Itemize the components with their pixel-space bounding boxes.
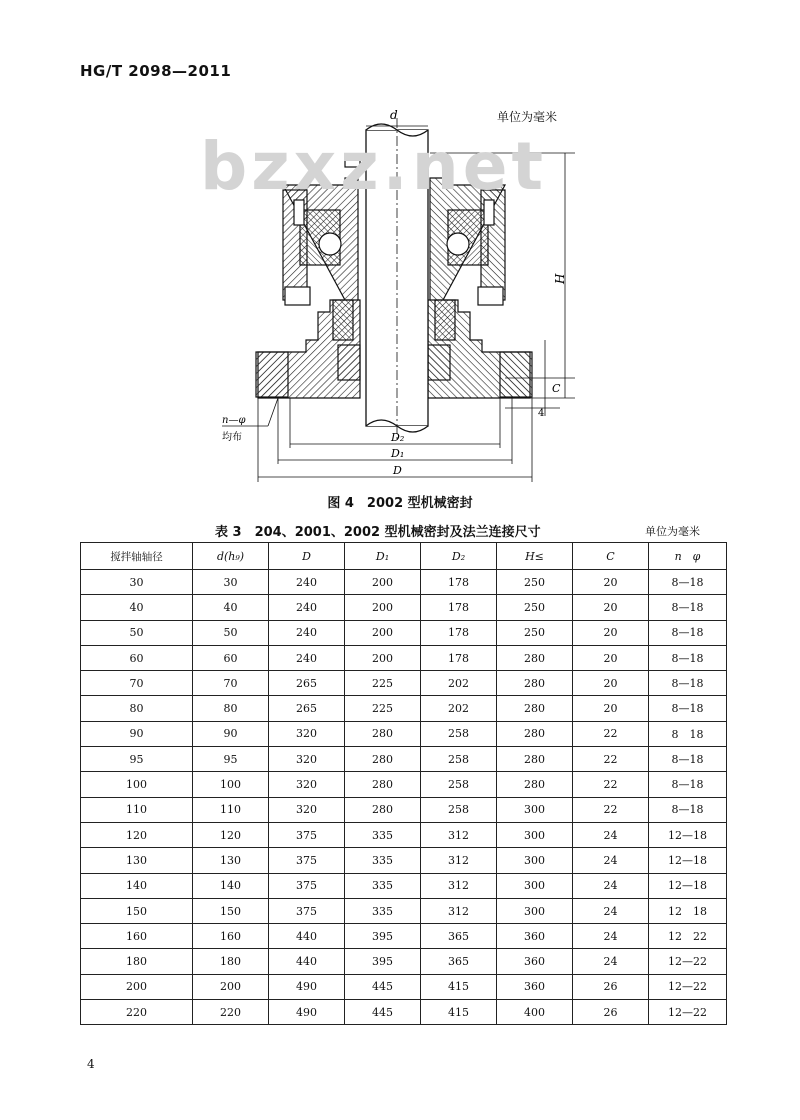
- table-cell: 320: [269, 797, 345, 822]
- table-cell: 26: [573, 1000, 649, 1025]
- table-cell: 22: [573, 772, 649, 797]
- table-cell: 280: [345, 721, 421, 746]
- table-cell: 300: [497, 822, 573, 847]
- table-cell: 95: [81, 747, 193, 772]
- table-cell: 280: [497, 747, 573, 772]
- table-cell: 24: [573, 898, 649, 923]
- watermark: bzxz.net: [200, 128, 548, 205]
- table-cell: 415: [421, 974, 497, 999]
- table-cell: 320: [269, 721, 345, 746]
- table-row: [81, 570, 727, 595]
- table-cell: 312: [421, 848, 497, 873]
- table-cell: 140: [81, 873, 193, 898]
- table-cell: 120: [193, 822, 269, 847]
- table-row: [81, 772, 727, 797]
- table-row: [81, 848, 727, 873]
- table-cell: 280: [345, 772, 421, 797]
- figure-caption: 图 4 2002 型机械密封: [327, 496, 473, 511]
- table-cell: 20: [573, 696, 649, 721]
- table-cell: 90: [193, 721, 269, 746]
- table-cell: 490: [269, 1000, 345, 1025]
- table-cell: 24: [573, 924, 649, 949]
- label-4: 4: [538, 408, 545, 419]
- table-cell: 258: [421, 747, 497, 772]
- table-cell: 12—18: [649, 873, 727, 898]
- table-cell: 300: [497, 797, 573, 822]
- table-cell: 375: [269, 822, 345, 847]
- label-d: d: [390, 108, 398, 122]
- table-cell: 50: [81, 620, 193, 645]
- page-number: 4: [87, 1057, 95, 1071]
- table-cell: 160: [193, 924, 269, 949]
- col-header: C: [573, 543, 649, 570]
- table-cell: 375: [269, 873, 345, 898]
- table-cell: 180: [81, 949, 193, 974]
- table-cell: 20: [573, 570, 649, 595]
- table-cell: 225: [345, 696, 421, 721]
- table-cell: 12—22: [649, 974, 727, 999]
- table-cell: 395: [345, 924, 421, 949]
- table-cell: 8—18: [649, 671, 727, 696]
- table-row: [81, 696, 727, 721]
- table-cell: 24: [573, 822, 649, 847]
- table-row: [81, 898, 727, 923]
- table-cell: 150: [81, 898, 193, 923]
- dimensions-table: [80, 542, 727, 1025]
- table-cell: 180: [193, 949, 269, 974]
- table-cell: 375: [269, 898, 345, 923]
- seal-body-left: [256, 155, 360, 398]
- table-cell: 20: [573, 595, 649, 620]
- table-unit-note: 单位为毫米: [645, 525, 700, 538]
- table-cell: 400: [497, 1000, 573, 1025]
- table-cell: 220: [81, 1000, 193, 1025]
- table-cell: 24: [573, 949, 649, 974]
- table-cell: 280: [345, 747, 421, 772]
- table-cell: 395: [345, 949, 421, 974]
- table-cell: 312: [421, 822, 497, 847]
- table-cell: 200: [345, 595, 421, 620]
- table-row: [81, 822, 727, 847]
- table-cell: 22: [573, 721, 649, 746]
- table-cell: 8—18: [649, 620, 727, 645]
- table-cell: 130: [81, 848, 193, 873]
- table-cell: 150: [193, 898, 269, 923]
- table-cell: 8 18: [649, 721, 727, 746]
- table-cell: 360: [497, 949, 573, 974]
- table-cell: 12—18: [649, 848, 727, 873]
- table-cell: 202: [421, 671, 497, 696]
- table-cell: 280: [345, 797, 421, 822]
- table-cell: 22: [573, 797, 649, 822]
- table-cell: 178: [421, 570, 497, 595]
- table-row: [81, 645, 727, 670]
- table-cell: 202: [421, 696, 497, 721]
- col-header: D₁: [345, 543, 421, 570]
- table-cell: 40: [193, 595, 269, 620]
- label-H: H: [553, 273, 567, 284]
- table-header-row: [81, 543, 727, 570]
- table-cell: 80: [193, 696, 269, 721]
- table-cell: 20: [573, 645, 649, 670]
- table-cell: 100: [81, 772, 193, 797]
- table-cell: 100: [193, 772, 269, 797]
- table-cell: 178: [421, 595, 497, 620]
- table-cell: 110: [193, 797, 269, 822]
- seal-body-right: [428, 178, 532, 398]
- table-cell: 220: [193, 1000, 269, 1025]
- seal-drawing: [0, 0, 800, 500]
- table-row: [81, 1000, 727, 1025]
- table-cell: 312: [421, 873, 497, 898]
- table-cell: 22: [573, 747, 649, 772]
- table-cell: 265: [269, 671, 345, 696]
- label-C: C: [552, 382, 561, 395]
- table-cell: 8—18: [649, 645, 727, 670]
- table-cell: 320: [269, 747, 345, 772]
- table-cell: 265: [269, 696, 345, 721]
- table-cell: 360: [497, 924, 573, 949]
- table-cell: 375: [269, 848, 345, 873]
- table-cell: 335: [345, 898, 421, 923]
- table-cell: 250: [497, 570, 573, 595]
- table-cell: 200: [81, 974, 193, 999]
- table-cell: 60: [81, 645, 193, 670]
- table-cell: 440: [269, 924, 345, 949]
- table-row: [81, 924, 727, 949]
- table-cell: 258: [421, 797, 497, 822]
- table-cell: 24: [573, 873, 649, 898]
- table-cell: 335: [345, 848, 421, 873]
- table-row: [81, 873, 727, 898]
- table-cell: 8—18: [649, 595, 727, 620]
- table-row: [81, 620, 727, 645]
- label-D: D: [393, 464, 402, 477]
- table-cell: 200: [193, 974, 269, 999]
- col-header: n φ: [649, 543, 727, 570]
- table-row: [81, 949, 727, 974]
- table-cell: 20: [573, 620, 649, 645]
- table-cell: 90: [81, 721, 193, 746]
- table-cell: 140: [193, 873, 269, 898]
- table-cell: 30: [81, 570, 193, 595]
- table-cell: 280: [497, 645, 573, 670]
- label-D2: D₂: [391, 431, 405, 444]
- table-cell: 280: [497, 671, 573, 696]
- table-cell: 200: [345, 570, 421, 595]
- table-cell: 12 22: [649, 924, 727, 949]
- label-holes-note: 均布: [222, 432, 242, 443]
- table-cell: 280: [497, 772, 573, 797]
- label-D1: D₁: [391, 447, 405, 460]
- table-cell: 70: [193, 671, 269, 696]
- table-cell: 300: [497, 898, 573, 923]
- table-cell: 280: [497, 721, 573, 746]
- table-row: [81, 797, 727, 822]
- table-row: [81, 595, 727, 620]
- table-cell: 8—18: [649, 696, 727, 721]
- table-cell: 178: [421, 620, 497, 645]
- table-cell: 445: [345, 974, 421, 999]
- table-cell: 258: [421, 772, 497, 797]
- table-cell: 320: [269, 772, 345, 797]
- col-header: 搅拌轴轴径: [81, 543, 193, 570]
- table-cell: 445: [345, 1000, 421, 1025]
- table-cell: 280: [497, 696, 573, 721]
- table-cell: 365: [421, 949, 497, 974]
- table-cell: 70: [81, 671, 193, 696]
- col-header: H≤: [497, 543, 573, 570]
- table-cell: 365: [421, 924, 497, 949]
- table-cell: 8—18: [649, 747, 727, 772]
- table-cell: 200: [345, 645, 421, 670]
- table-row: [81, 721, 727, 746]
- table-cell: 200: [345, 620, 421, 645]
- table-cell: 160: [81, 924, 193, 949]
- table-cell: 225: [345, 671, 421, 696]
- table-cell: 240: [269, 645, 345, 670]
- table-cell: 300: [497, 848, 573, 873]
- table-cell: 178: [421, 645, 497, 670]
- col-header: d(h₉): [193, 543, 269, 570]
- table-cell: 12 18: [649, 898, 727, 923]
- table-row: [81, 974, 727, 999]
- table-row: [81, 747, 727, 772]
- table-cell: 335: [345, 873, 421, 898]
- table-cell: 240: [269, 620, 345, 645]
- table-cell: 258: [421, 721, 497, 746]
- table-cell: 30: [193, 570, 269, 595]
- col-header: D₂: [421, 543, 497, 570]
- table-cell: 26: [573, 974, 649, 999]
- table-cell: 335: [345, 822, 421, 847]
- table-cell: 240: [269, 595, 345, 620]
- table-cell: 250: [497, 595, 573, 620]
- table-cell: 250: [497, 620, 573, 645]
- table-cell: 12—18: [649, 822, 727, 847]
- table-cell: 8—18: [649, 570, 727, 595]
- table-cell: 20: [573, 671, 649, 696]
- table-cell: 12—22: [649, 949, 727, 974]
- table-cell: 312: [421, 898, 497, 923]
- shaft: [366, 118, 428, 440]
- table-cell: 110: [81, 797, 193, 822]
- table-cell: 40: [81, 595, 193, 620]
- label-holes: n—φ: [222, 415, 246, 426]
- table-cell: 415: [421, 1000, 497, 1025]
- standard-code: HG/T 2098—2011: [80, 62, 232, 80]
- table-cell: 60: [193, 645, 269, 670]
- table-cell: 12—22: [649, 1000, 727, 1025]
- table-cell: 120: [81, 822, 193, 847]
- table-row: [81, 671, 727, 696]
- table-cell: 24: [573, 848, 649, 873]
- table-cell: 490: [269, 974, 345, 999]
- table-cell: 240: [269, 570, 345, 595]
- table-cell: 360: [497, 974, 573, 999]
- table-cell: 50: [193, 620, 269, 645]
- table-cell: 300: [497, 873, 573, 898]
- table-cell: 8—18: [649, 772, 727, 797]
- table-cell: 8—18: [649, 797, 727, 822]
- table-cell: 130: [193, 848, 269, 873]
- col-header: D: [269, 543, 345, 570]
- table-title: 表 3 204、2001、2002 型机械密封及法兰连接尺寸: [215, 525, 541, 540]
- table-cell: 95: [193, 747, 269, 772]
- figure-unit-note: 单位为毫米: [497, 110, 558, 124]
- table-cell: 440: [269, 949, 345, 974]
- table-cell: 80: [81, 696, 193, 721]
